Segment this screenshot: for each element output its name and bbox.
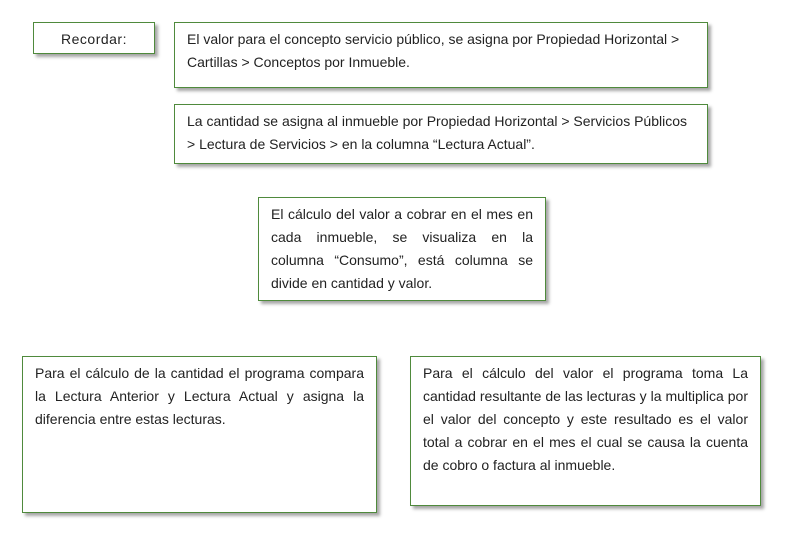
note-calculo-cantidad <box>22 356 377 513</box>
note-calculo-valor-text: Para el cálculo del valor el programa toma La cantidad resultante de las lecturas y la multiplica por el valor del concepto y este resultado es el valor total a cobrar en el mes el cual se causa la cuenta de cobro o factura al inmueble. <box>423 365 748 473</box>
recordar-label: Recordar: <box>61 31 127 47</box>
note-calculo-valor <box>410 356 761 506</box>
note-valor-concepto <box>174 22 708 88</box>
recordar-label-box <box>33 22 155 54</box>
note-calculo-cantidad-text: Para el cálculo de la cantidad el programa compara la Lectura Anterior y Lectura Actual y asigna la diferencia entre estas lecturas. <box>35 365 364 427</box>
note-cantidad-asignacion-text: La cantidad se asigna al inmueble por Propiedad Horizontal > Servicios Públicos > Lectura de Servicios > en la columna “Lectura Actual”. <box>187 113 688 152</box>
note-calculo-consumo <box>258 197 546 301</box>
note-cantidad-asignacion <box>174 104 708 164</box>
note-valor-concepto-text: El valor para el concepto servicio público, se asigna por Propiedad Horizontal > Cartillas > Conceptos por Inmueble. <box>187 31 680 70</box>
note-calculo-consumo-text: El cálculo del valor a cobrar en el mes en cada inmueble, se visualiza en la columna “Consumo”, está columna se divide en cantidad y valor. <box>271 206 533 291</box>
